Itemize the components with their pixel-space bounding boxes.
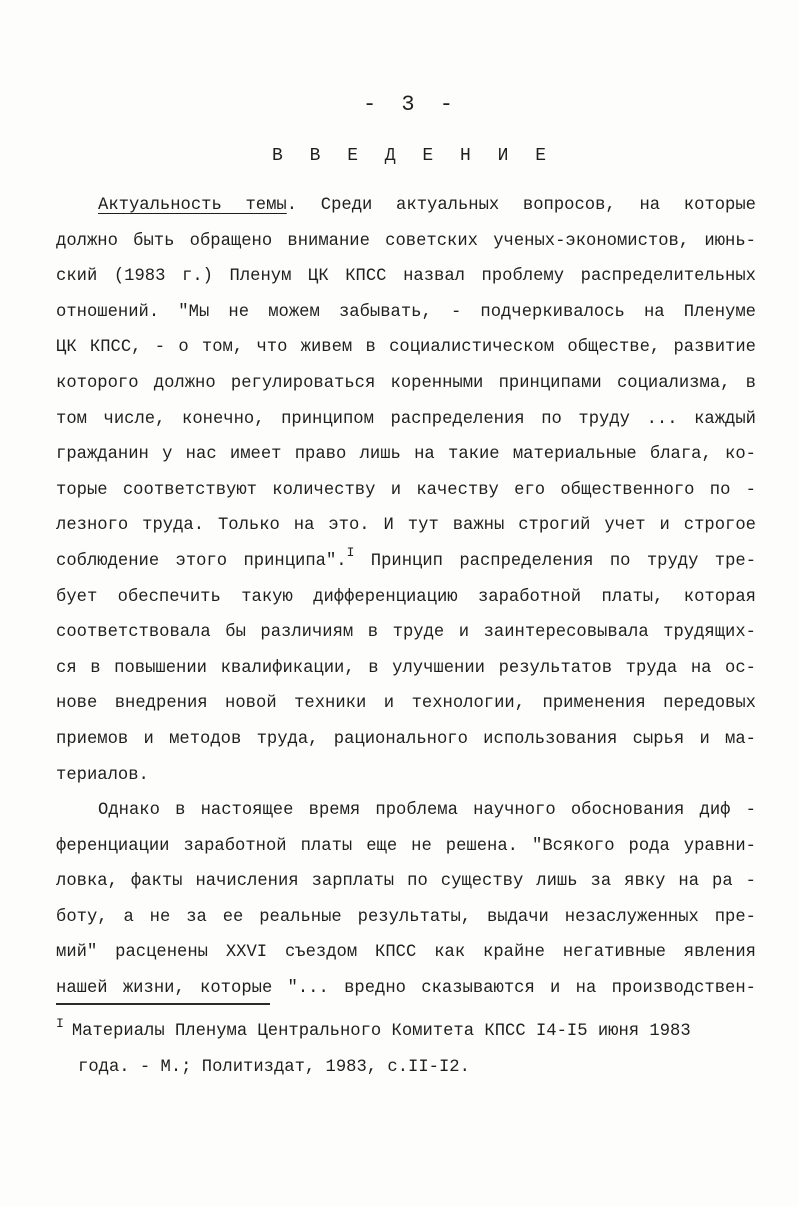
text-line: ЦК КПСС, - о том, что живем в социалистическом обществе, развитие <box>56 338 756 358</box>
text-line: том числе, конечно, принципом распределения по труду ... каждый <box>56 409 756 429</box>
text-line: ловка, факты начисления зарплаты по существу лишь за явку на ра - <box>56 872 756 892</box>
text-line: боту, а не за ее реальные результаты, выдачи незаслуженных пре- <box>56 907 756 927</box>
footnote-reference[interactable]: I <box>346 544 355 560</box>
text-line: торые соответствуют количеству и качеству его общественного по - <box>56 480 756 500</box>
text-line: бует обеспечить такую дифференциацию заработной платы, которая <box>56 587 756 607</box>
body-text <box>56 188 756 1007</box>
text-line: соответствовала бы различиям в труде и заинтересовывала трудящих- <box>56 623 756 643</box>
text-line: нове внедрения новой техники и технологии, применения передовых <box>56 694 756 714</box>
text-line: ский (1983 г.) Пленум ЦК КПСС назвал проблему распределительных <box>56 267 756 287</box>
footnote <box>56 1014 756 1086</box>
footnote-marker: I <box>56 1016 64 1031</box>
text-line: Однако в настоящее время проблема научного обоснования диф - <box>98 801 756 821</box>
text-line: нашей жизни, которые "... вредно сказываются и на производствен- <box>56 979 756 999</box>
text-line: должно быть обращено внимание советских ученых-экономистов, июнь- <box>56 231 756 251</box>
footnote-line: года. - М.; Политиздат, 1983, с.II-I2. <box>78 1058 470 1077</box>
text-line: ференциации заработной платы еще не решена. "Всякого рода уравни- <box>56 836 756 856</box>
section-heading: В В Е Д Е Н И Е <box>271 146 555 166</box>
text-line: которого должно регулироваться коренными принципами социализма, в <box>56 373 756 393</box>
text-line: лезного труда. Только на это. И тут важны строгий учет и строгое <box>56 516 756 536</box>
text-line: ся в повышении квалификации, в улучшении результатов труда на ос- <box>56 658 756 678</box>
text-line: приемов и методов труда, рационального использования сырья и ма- <box>56 729 756 749</box>
footnote-divider <box>56 1003 270 1005</box>
text-line: соблюдение этого принципа".$^I$ Принцип распределения по труду тре- <box>56 544 756 571</box>
text-line: Актуальность темы. Среди актуальных вопросов, на которые <box>98 196 756 215</box>
text-line: гражданин у нас имеет право лишь на такие материальные блага, ко- <box>56 445 756 465</box>
text-line: мий" расценены XXVI съездом КПСС как крайне негативные явления <box>56 943 756 963</box>
footnote-line: $^I$ Материалы Пленума Центрального Комитета КПСС I4-I5 июня 1983 <box>56 1016 691 1041</box>
topic-relevance-label: Актуальность темы <box>98 196 287 215</box>
text-line: териалов. <box>56 765 149 785</box>
page-number: - 3 - <box>362 92 459 117</box>
text-line: отношений. "Мы не можем забывать, - подчеркивалось на Пленуме <box>56 302 756 322</box>
